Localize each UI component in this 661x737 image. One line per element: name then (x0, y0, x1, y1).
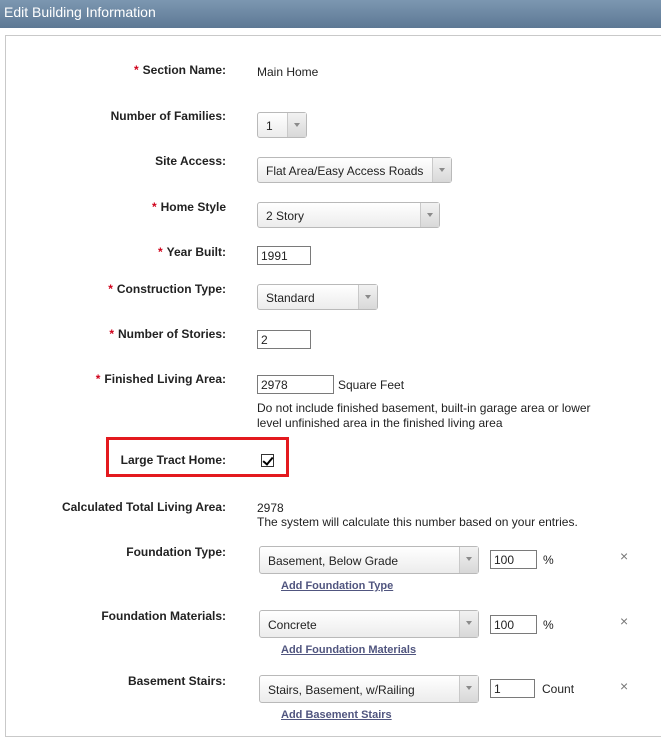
finished-living-area-input[interactable]: 2978 (257, 375, 334, 394)
foundation-materials-value: Concrete (268, 618, 317, 632)
required-marker: * (109, 327, 114, 341)
required-marker: * (133, 63, 139, 77)
construction-type-label: * Construction Type: (108, 282, 226, 296)
basement-stairs-select[interactable] (259, 675, 479, 703)
chevron-down-icon[interactable] (459, 547, 478, 573)
foundation-type-label: Foundation Type: (126, 545, 226, 559)
site-access-select[interactable] (257, 157, 452, 183)
basement-stairs-value: Stairs, Basement, w/Railing (268, 683, 415, 697)
basement-stairs-label: Basement Stairs: (127, 674, 226, 688)
remove-foundation-type-icon[interactable]: × (620, 548, 629, 564)
construction-type-select[interactable] (257, 284, 378, 310)
foundation-type-percent-unit: % (543, 553, 554, 567)
remove-basement-stairs-icon[interactable]: × (620, 678, 629, 694)
year-built-label: * Year Built: (157, 245, 226, 259)
calculated-total-living-area-note: The system will calculate this number based on your entries. (257, 515, 578, 529)
add-basement-stairs-link[interactable]: Add Basement Stairs (281, 709, 392, 721)
home-style-label: * Home Style (151, 200, 226, 214)
required-marker: * (108, 282, 113, 296)
chevron-down-icon[interactable] (459, 676, 478, 702)
construction-type-value: Standard (266, 291, 315, 305)
chevron-down-icon[interactable] (420, 203, 439, 227)
finished-living-area-note-2: level unfinished area in the finished living area (257, 416, 503, 430)
foundation-materials-percent-unit: % (543, 618, 554, 632)
basement-stairs-count-unit: Count (542, 682, 575, 696)
square-feet-unit: Square Feet (338, 378, 405, 392)
chevron-down-icon[interactable] (432, 158, 451, 182)
chevron-down-icon[interactable] (459, 611, 478, 637)
remove-foundation-materials-icon[interactable]: × (620, 613, 629, 629)
number-of-families-label: Number of Families: (110, 109, 226, 123)
number-of-families-value: 1 (266, 119, 273, 133)
required-marker: * (157, 245, 163, 259)
section-name-label: * Section Name: (133, 63, 226, 77)
foundation-type-percent-input[interactable]: 100 (490, 550, 537, 569)
window-title: Edit Building Information (0, 0, 661, 28)
calculated-total-living-area-value: 2978 (257, 501, 284, 515)
chevron-down-icon[interactable] (287, 113, 306, 137)
foundation-materials-label: Foundation Materials: (101, 609, 226, 623)
finished-living-area-label: * Finished Living Area: (95, 372, 226, 386)
basement-stairs-count-input[interactable]: 1 (490, 679, 535, 698)
foundation-type-select[interactable] (259, 546, 479, 574)
calculated-total-living-area-label: Calculated Total Living Area: (61, 500, 226, 514)
add-foundation-type-link[interactable]: Add Foundation Type (281, 580, 394, 592)
add-foundation-materials-link[interactable]: Add Foundation Materials (281, 644, 417, 656)
foundation-materials-select[interactable] (259, 610, 479, 638)
home-style-select[interactable] (257, 202, 440, 228)
required-marker: * (151, 200, 157, 214)
year-built-input[interactable]: 1991 (257, 246, 311, 265)
site-access-value: Flat Area/Easy Access Roads (266, 164, 424, 178)
number-of-families-select[interactable] (257, 112, 307, 138)
large-tract-home-label: Large Tract Home: (120, 453, 226, 467)
required-marker: * (95, 372, 101, 386)
home-style-value: 2 Story (266, 209, 305, 223)
large-tract-home-checkbox[interactable] (261, 454, 274, 467)
foundation-materials-percent-input[interactable]: 100 (490, 615, 537, 634)
chevron-down-icon[interactable] (358, 285, 377, 309)
foundation-type-value: Basement, Below Grade (268, 554, 399, 568)
number-of-stories-label: * Number of Stories: (109, 327, 226, 341)
finished-living-area-note-1: Do not include finished basement, built-in garage area or lower (257, 401, 591, 415)
section-name-value: Main Home (257, 65, 319, 79)
site-access-label: Site Access: (155, 154, 226, 168)
number-of-stories-input[interactable]: 2 (257, 330, 311, 349)
